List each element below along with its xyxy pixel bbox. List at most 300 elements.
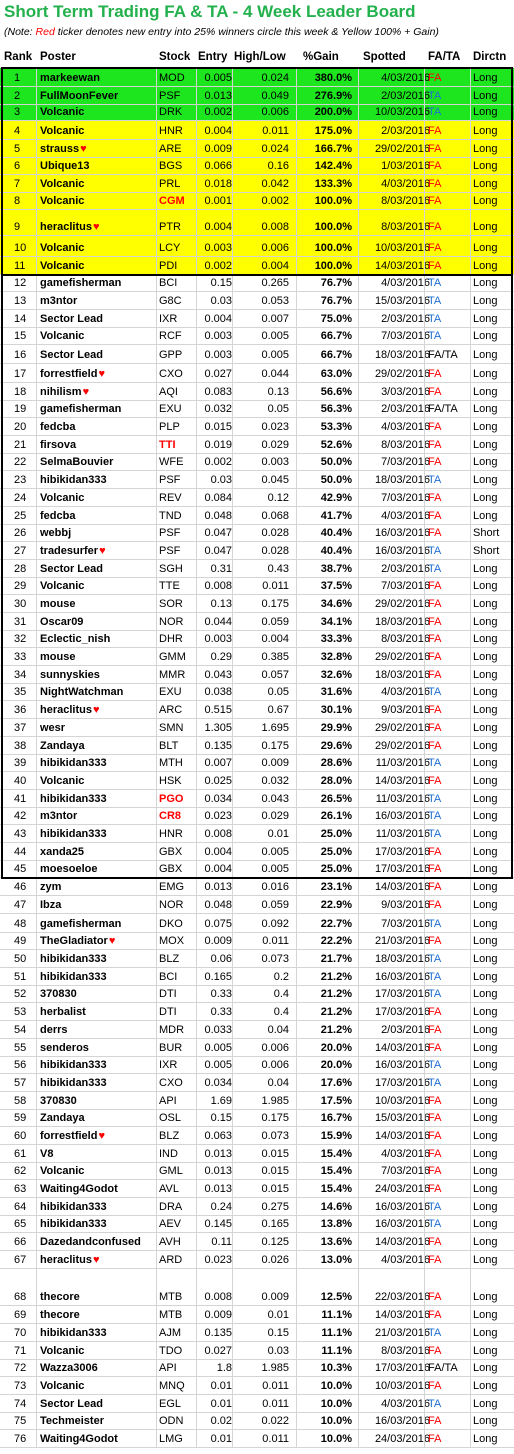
entry-cell: 1.8 xyxy=(216,1362,232,1375)
grid-line xyxy=(196,68,197,1448)
direction-cell: Long xyxy=(473,988,498,1001)
direction-cell: Long xyxy=(473,1076,498,1089)
fa-ta-cell: FA xyxy=(428,935,442,948)
fa-ta-cell: TA xyxy=(428,295,442,307)
high-low-cell: 0.057 xyxy=(261,668,289,681)
high-low-cell: 0.016 xyxy=(261,881,289,894)
spotted-cell: 8/03/2016 xyxy=(381,438,430,451)
rank-cell: 63 xyxy=(14,1183,27,1196)
spotted-cell: 10/03/2016 xyxy=(374,241,430,254)
heart-icon: ♥ xyxy=(98,367,105,380)
spotted-cell: 22/03/2016 xyxy=(374,1291,430,1304)
fa-ta-cell: TA xyxy=(428,106,442,119)
stock-cell: MOD xyxy=(159,71,185,84)
high-low-cell: 0.4 xyxy=(273,1006,289,1019)
high-low-cell: 0.045 xyxy=(261,474,289,487)
entry-cell: 0.013 xyxy=(204,1165,232,1178)
gain-cell: 17.5% xyxy=(320,1094,352,1107)
stock-cell: ARC xyxy=(159,704,183,717)
gain-cell: 100.0% xyxy=(314,241,352,254)
stock-cell: NOR xyxy=(159,898,184,911)
fa-ta-cell: FA/TA xyxy=(428,1362,458,1375)
poster-name: m3ntor xyxy=(40,810,78,823)
gain-cell: 28.6% xyxy=(320,757,352,770)
poster-cell xyxy=(40,330,84,342)
table-row xyxy=(0,1360,514,1378)
rank-cell: 49 xyxy=(14,935,27,948)
gain-cell: 14.6% xyxy=(320,1200,352,1213)
poster-cell xyxy=(40,242,84,254)
gain-cell: 380.0% xyxy=(314,71,352,84)
poster-cell xyxy=(40,722,65,734)
entry-cell: 0.009 xyxy=(204,142,232,155)
stock-cell: SMN xyxy=(159,721,184,734)
entry-cell: 0.03 xyxy=(210,474,232,487)
entry-cell: 0.033 xyxy=(204,1023,232,1036)
high-low-cell: 0.175 xyxy=(261,739,289,752)
table-row xyxy=(0,105,514,122)
high-low-cell: 0.385 xyxy=(261,651,289,664)
gain-cell: 22.7% xyxy=(320,917,352,930)
gain-cell: 15.9% xyxy=(320,1129,352,1142)
fa-ta-cell: FA xyxy=(428,241,442,254)
table-row xyxy=(0,328,514,346)
direction-cell: Long xyxy=(473,1147,498,1160)
entry-cell: 0.11 xyxy=(211,1236,232,1249)
entry-cell: 0.002 xyxy=(204,456,232,469)
rank-cell: 27 xyxy=(14,544,27,557)
poster-name: hibikidan333 xyxy=(40,1218,107,1231)
gain-cell: 22.9% xyxy=(320,898,352,911)
entry-cell: 0.043 xyxy=(204,668,232,681)
poster-cell xyxy=(40,456,113,468)
poster-name: zym xyxy=(40,881,62,894)
gain-cell: 10.0% xyxy=(320,1415,352,1428)
rank-cell: 41 xyxy=(14,792,27,805)
direction-cell: Long xyxy=(473,1362,498,1375)
poster-cell xyxy=(40,881,61,893)
stock-cell: BLZ xyxy=(159,1129,180,1142)
entry-cell: 0.023 xyxy=(204,810,232,823)
fa-ta-cell: FA xyxy=(428,125,442,138)
rank-cell: 68 xyxy=(14,1291,27,1304)
stock-cell: GBX xyxy=(159,845,183,858)
spotted-cell: 17/03/2016 xyxy=(374,845,430,858)
entry-cell: 0.005 xyxy=(204,1059,232,1072)
fa-ta-cell: TA xyxy=(428,988,442,1001)
poster-name: Ibza xyxy=(40,898,62,911)
note-prefix: (Note: xyxy=(4,26,36,38)
leaderboard-title: Short Term Trading FA & TA - 4 Week Leader Board xyxy=(4,2,416,21)
entry-cell: 0.066 xyxy=(204,159,232,172)
gain-cell: 50.0% xyxy=(320,456,352,469)
gain-cell: 56.3% xyxy=(320,403,352,416)
table-row xyxy=(0,401,514,419)
direction-cell: Long xyxy=(473,1041,498,1054)
table-row xyxy=(0,236,514,257)
high-low-cell: 0.005 xyxy=(261,863,289,876)
poster-name: Ubique13 xyxy=(40,159,90,172)
table-row xyxy=(0,87,514,105)
direction-cell: Long xyxy=(473,651,498,664)
high-low-cell: 0.042 xyxy=(261,177,289,190)
poster-name: Volcanic xyxy=(40,330,85,343)
table-row xyxy=(0,1324,514,1342)
rank-cell: 31 xyxy=(14,615,27,628)
poster-name: Waiting4Godot xyxy=(40,1183,118,1196)
entry-cell: 0.047 xyxy=(204,527,232,540)
direction-cell: Long xyxy=(473,580,498,593)
fa-ta-cell: TA xyxy=(428,953,442,966)
table-row xyxy=(0,1395,514,1413)
rank-cell: 17 xyxy=(14,367,27,380)
spotted-cell: 29/02/2016 xyxy=(374,142,430,155)
spotted-cell: 18/03/2016 xyxy=(374,474,430,487)
direction-cell: Long xyxy=(473,615,498,628)
poster-cell xyxy=(40,828,107,840)
high-low-cell: 0.043 xyxy=(261,792,289,805)
stock-cell: EXU xyxy=(159,686,182,699)
poster-name: nihilism xyxy=(40,385,82,398)
spotted-cell: 14/03/2016 xyxy=(374,1041,430,1054)
gain-cell: 34.6% xyxy=(320,598,352,610)
gain-cell: 26.1% xyxy=(320,810,352,823)
heart-icon: ♥ xyxy=(82,385,90,398)
table-row xyxy=(0,878,514,896)
poster-cell xyxy=(40,1130,105,1142)
fa-ta-cell: FA xyxy=(428,1309,442,1322)
stock-cell: AVH xyxy=(159,1236,181,1249)
table-row xyxy=(0,175,514,193)
direction-cell: Long xyxy=(473,277,498,290)
poster-name: firsova xyxy=(40,438,77,451)
gain-cell: 56.6% xyxy=(320,385,352,398)
spotted-cell: 4/03/2016 xyxy=(381,509,430,522)
table-row xyxy=(0,345,514,364)
stock-cell: DTI xyxy=(159,1006,177,1019)
spotted-cell: 4/03/2016 xyxy=(381,1147,430,1160)
rank-cell: 12 xyxy=(14,277,27,290)
table-row xyxy=(0,1342,514,1360)
table-row xyxy=(0,257,514,275)
table-row xyxy=(0,158,514,175)
entry-cell: 0.01 xyxy=(210,1432,232,1445)
direction-cell: Long xyxy=(473,1309,498,1322)
high-low-cell: 0.023 xyxy=(261,421,289,434)
rank-cell: 3 xyxy=(14,106,21,119)
stock-cell: MMR xyxy=(159,668,186,681)
high-low-cell: 0.008 xyxy=(261,221,289,234)
table-row xyxy=(0,364,514,383)
rank-cell: 29 xyxy=(14,580,27,593)
rank-cell: 8 xyxy=(14,195,21,208)
header-rank: Rank xyxy=(4,51,33,63)
grid-line xyxy=(36,68,37,1448)
high-low-cell: 0.43 xyxy=(267,562,289,575)
table-row xyxy=(0,950,514,968)
entry-cell: 0.13 xyxy=(210,598,232,610)
high-low-cell: 0.015 xyxy=(261,1147,289,1160)
spotted-cell: 15/03/2016 xyxy=(374,1112,430,1125)
poster-cell xyxy=(40,775,84,787)
table-row xyxy=(0,1092,514,1110)
gain-cell: 29.6% xyxy=(320,739,352,752)
gain-cell: 32.8% xyxy=(320,651,352,664)
table-row xyxy=(0,790,514,808)
heart-icon: ♥ xyxy=(92,704,100,717)
rank-cell: 7 xyxy=(14,177,21,190)
direction-cell: Long xyxy=(473,195,498,208)
high-low-cell: 0.16 xyxy=(267,159,289,172)
poster-name: fedcba xyxy=(40,509,76,522)
poster-name: thecore xyxy=(40,1309,80,1322)
table-row xyxy=(0,471,514,489)
stock-cell: PGO xyxy=(159,792,184,805)
poster-cell xyxy=(40,704,100,716)
spotted-cell: 10/03/2016 xyxy=(374,106,430,119)
high-low-cell: 1.695 xyxy=(261,721,289,734)
rank-cell: 39 xyxy=(14,757,27,770)
poster-cell xyxy=(40,178,84,190)
direction-cell: Long xyxy=(473,686,498,699)
poster-cell xyxy=(40,953,107,965)
poster-name: Oscar09 xyxy=(40,615,84,628)
poster-cell xyxy=(40,1218,107,1230)
entry-cell: 0.002 xyxy=(204,106,232,119)
stock-cell: SOR xyxy=(159,598,183,610)
high-low-cell: 0.073 xyxy=(261,1129,289,1142)
fa-ta-cell: TA xyxy=(428,562,442,575)
poster-cell xyxy=(40,863,97,875)
gain-cell: 21.7% xyxy=(320,953,352,966)
fa-ta-cell: FA/TA xyxy=(428,349,458,362)
gain-cell: 75.0% xyxy=(320,312,352,325)
poster-cell xyxy=(40,651,75,663)
direction-cell: Long xyxy=(473,1094,498,1107)
fa-ta-cell: FA xyxy=(428,1236,442,1249)
high-low-cell: 0.67 xyxy=(267,704,289,717)
fa-ta-cell: FA xyxy=(428,1041,442,1054)
stock-cell: HNR xyxy=(159,125,183,138)
entry-cell: 0.048 xyxy=(204,509,232,522)
gain-cell: 10.0% xyxy=(320,1379,352,1392)
rank-cell: 23 xyxy=(14,474,27,487)
poster-cell xyxy=(40,1183,118,1195)
fa-ta-cell: FA xyxy=(428,580,442,593)
direction-cell: Long xyxy=(473,330,498,343)
spotted-cell: 4/03/2016 xyxy=(381,421,430,434)
fa-ta-cell: FA xyxy=(428,1006,442,1019)
poster-name: hibikidan333 xyxy=(40,474,107,487)
stock-cell: MNQ xyxy=(159,1379,185,1392)
high-low-cell: 0.032 xyxy=(261,774,289,787)
high-low-cell: 0.2 xyxy=(273,970,289,983)
high-low-cell: 0.024 xyxy=(261,142,289,155)
table-row xyxy=(0,1110,514,1128)
table-row xyxy=(0,1251,514,1269)
high-low-cell: 0.005 xyxy=(261,349,289,362)
table-row xyxy=(0,772,514,790)
direction-cell: Long xyxy=(473,142,498,155)
stock-cell: PDI xyxy=(159,259,178,272)
gain-cell: 63.0% xyxy=(320,367,352,380)
high-low-cell: 0.04 xyxy=(267,1023,289,1036)
high-low-cell: 0.011 xyxy=(262,935,289,948)
direction-cell: Long xyxy=(473,491,498,504)
high-low-cell: 0.004 xyxy=(261,633,289,646)
direction-cell: Long xyxy=(473,159,498,172)
poster-cell xyxy=(40,545,106,557)
gain-cell: 66.7% xyxy=(320,330,352,343)
rank-cell: 14 xyxy=(14,312,27,325)
poster-cell xyxy=(40,846,84,858)
spotted-cell: 16/03/2016 xyxy=(374,1218,430,1231)
table-row xyxy=(0,808,514,826)
stock-cell: PRL xyxy=(159,177,181,190)
entry-cell: 0.33 xyxy=(210,988,232,1001)
gain-cell: 21.2% xyxy=(320,1023,352,1036)
rank-cell: 73 xyxy=(14,1379,27,1392)
stock-cell: MTB xyxy=(159,1291,183,1304)
spotted-cell: 4/03/2016 xyxy=(381,177,430,190)
poster-cell xyxy=(40,1024,68,1036)
direction-cell: Long xyxy=(473,1129,498,1142)
direction-cell: Long xyxy=(473,403,498,416)
spotted-cell: 2/03/2016 xyxy=(381,1023,430,1036)
table-row xyxy=(0,68,514,87)
direction-cell: Long xyxy=(473,721,498,734)
high-low-cell: 0.01 xyxy=(267,1309,289,1322)
fa-ta-cell: TA xyxy=(428,544,442,557)
entry-cell: 0.018 xyxy=(204,177,232,190)
gain-cell: 25.0% xyxy=(320,845,352,858)
stock-cell: API xyxy=(159,1362,177,1375)
poster-cell xyxy=(40,899,61,911)
spotted-cell: 7/03/2016 xyxy=(381,1165,430,1178)
spotted-cell: 16/03/2016 xyxy=(374,1415,430,1428)
spotted-cell: 2/03/2016 xyxy=(381,403,430,416)
direction-cell: Long xyxy=(473,598,498,610)
poster-name: hibikidan333 xyxy=(40,757,107,770)
high-low-cell: 0.05 xyxy=(267,686,289,699)
entry-cell: 1.305 xyxy=(204,721,232,734)
entry-cell: 0.025 xyxy=(204,774,232,787)
fa-ta-cell: TA xyxy=(428,828,442,841)
spotted-cell: 14/03/2016 xyxy=(374,881,430,894)
poster-cell xyxy=(40,106,84,118)
table-row xyxy=(0,121,514,140)
entry-cell: 0.009 xyxy=(204,1309,232,1322)
stock-cell: REV xyxy=(159,491,182,504)
rank-cell: 52 xyxy=(14,988,27,1001)
gain-cell: 33.3% xyxy=(320,633,352,646)
stock-cell: MTB xyxy=(159,1309,183,1322)
stock-cell: CXO xyxy=(159,367,183,380)
high-low-cell: 0.011 xyxy=(262,1379,289,1392)
gain-cell: 17.6% xyxy=(320,1076,352,1089)
direction-cell: Long xyxy=(473,774,498,787)
entry-cell: 0.034 xyxy=(204,792,232,805)
fa-ta-cell: FA xyxy=(428,491,442,504)
spotted-cell: 9/03/2016 xyxy=(381,704,430,717)
table-row xyxy=(0,454,514,472)
poster-cell xyxy=(40,1112,85,1124)
table-row xyxy=(0,666,514,684)
poster-name: Volcanic xyxy=(40,259,85,272)
header-entry: Entry xyxy=(198,51,228,63)
direction-cell: Long xyxy=(473,71,498,84)
poster-name: heraclitus xyxy=(40,704,92,717)
grid-line xyxy=(156,68,157,1448)
entry-cell: 0.004 xyxy=(204,221,232,234)
poster-name: forrestfield xyxy=(40,1129,98,1142)
spotted-cell: 11/03/2016 xyxy=(375,792,430,805)
spotted-cell: 14/03/2016 xyxy=(374,1129,430,1142)
entry-cell: 0.027 xyxy=(204,1344,232,1357)
direction-cell: Long xyxy=(473,1415,498,1428)
table-row xyxy=(0,525,514,543)
direction-cell: Long xyxy=(473,177,498,190)
stock-cell: RCF xyxy=(159,330,182,343)
stock-cell: WFE xyxy=(159,456,184,469)
rank-cell: 60 xyxy=(14,1129,27,1142)
stock-cell: BCI xyxy=(159,277,178,290)
entry-cell: 0.038 xyxy=(204,686,232,699)
entry-cell: 0.004 xyxy=(204,312,232,325)
table-row xyxy=(0,210,514,236)
gain-cell: 21.2% xyxy=(320,970,352,983)
gain-cell: 13.0% xyxy=(320,1253,352,1266)
fa-ta-cell: FA xyxy=(428,71,442,84)
poster-name: Volcanic xyxy=(40,195,85,208)
poster-name: wesr xyxy=(40,721,66,734)
direction-cell: Long xyxy=(473,1326,498,1339)
high-low-cell: 0.004 xyxy=(261,259,289,272)
poster-cell xyxy=(40,1291,80,1303)
poster-name: mouse xyxy=(40,598,76,610)
poster-name: Techmeister xyxy=(40,1415,104,1428)
rank-cell: 2 xyxy=(14,89,21,102)
gain-cell: 26.5% xyxy=(320,792,352,805)
entry-cell: 0.01 xyxy=(210,1379,232,1392)
rank-cell: 36 xyxy=(14,704,27,717)
spotted-cell: 4/03/2016 xyxy=(381,71,430,84)
stock-cell: AJM xyxy=(159,1326,181,1339)
fa-ta-cell: TA xyxy=(428,312,442,325)
direction-cell: Long xyxy=(473,828,498,841)
high-low-cell: 0.275 xyxy=(261,1200,289,1213)
spotted-cell: 8/03/2016 xyxy=(381,221,430,234)
direction-cell: Long xyxy=(473,312,498,325)
direction-cell: Long xyxy=(473,881,498,894)
fa-ta-cell: FA xyxy=(428,774,442,787)
note-red-word: Red xyxy=(35,26,55,38)
gain-cell: 28.0% xyxy=(320,774,352,787)
entry-cell: 0.013 xyxy=(204,1183,232,1196)
poster-name: mouse xyxy=(40,651,76,664)
rank-cell: 4 xyxy=(14,125,21,138)
direction-cell: Long xyxy=(473,633,498,646)
rank-cell: 44 xyxy=(14,845,27,858)
gain-cell: 133.3% xyxy=(314,177,352,190)
rank-cell: 61 xyxy=(14,1147,27,1160)
entry-cell: 0.24 xyxy=(210,1200,232,1213)
poster-cell xyxy=(40,810,77,822)
poster-name: Sector Lead xyxy=(40,562,103,575)
table-row xyxy=(0,1430,514,1448)
fa-ta-cell: FA xyxy=(428,1129,442,1142)
direction-cell: Long xyxy=(473,421,498,434)
